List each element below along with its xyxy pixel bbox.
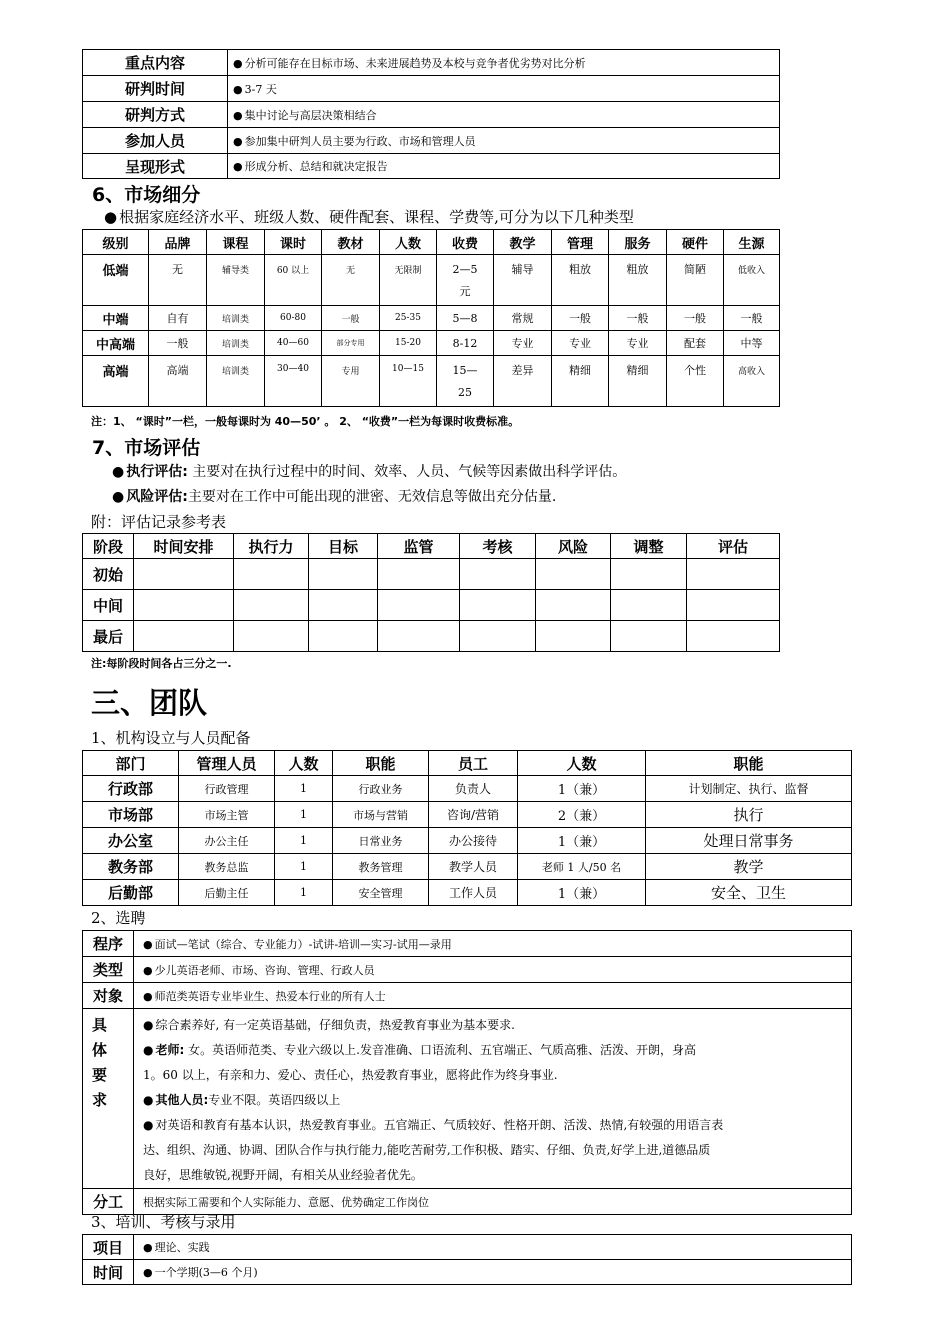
row-value: 参加集中研判人员主要为行政、市场和管理人员 bbox=[244, 134, 476, 148]
row-label: 重点内容 bbox=[83, 50, 228, 76]
requirement-line bbox=[143, 1088, 851, 1113]
row-value: 形成分析、总结和就决定报告 bbox=[244, 160, 388, 173]
bullet-icon bbox=[112, 464, 126, 480]
requirement-text: 专业不限。英语四级以上 bbox=[208, 1093, 341, 1107]
recruit-table bbox=[82, 930, 852, 1215]
empty-cell bbox=[234, 621, 309, 652]
level-cell: 中高端 bbox=[83, 331, 149, 356]
table-cell: 自有 bbox=[149, 306, 207, 331]
row-label: 研判时间 bbox=[83, 76, 228, 102]
table-cell: 1（兼） bbox=[518, 776, 646, 802]
row-label: 分工 bbox=[83, 1189, 134, 1215]
subsection-1-title: 1、机构设立与人员配备 bbox=[91, 729, 251, 747]
table-row bbox=[83, 983, 852, 1009]
requirement-line: 达、组织、沟通、协调、团队合作与执行能力,能吃苦耐劳,工作积极、踏实、仔细、负责,好学上进,道德品质 bbox=[143, 1143, 711, 1157]
training-value: 理论、实践 bbox=[154, 1241, 210, 1254]
header-cell: 职能 bbox=[333, 751, 429, 776]
risk-eval-text: 主要对在工作中可能出现的泄密、无效信息等做出充分估量. bbox=[187, 489, 557, 505]
research-table bbox=[82, 49, 780, 179]
table-row bbox=[83, 621, 780, 652]
table-cell: 无限制 bbox=[380, 255, 437, 306]
bullet-icon bbox=[143, 990, 155, 1003]
header-cell: 课时 bbox=[265, 230, 322, 255]
table-cell: 教学人员 bbox=[429, 854, 518, 880]
header-cell: 硬件 bbox=[667, 230, 724, 255]
table-cell: 60-80 bbox=[265, 306, 322, 331]
table-header-row bbox=[83, 751, 852, 776]
table-cell: 高端 bbox=[149, 356, 207, 407]
table-cell: 行政管理 bbox=[179, 776, 275, 802]
table-cell: 日常业务 bbox=[333, 828, 429, 854]
bullet-icon bbox=[233, 109, 245, 122]
bullet-icon bbox=[143, 1241, 155, 1254]
header-cell: 课程 bbox=[207, 230, 265, 255]
row-value: 集中讨论与高层决策相结合 bbox=[244, 108, 377, 122]
section-6-title: 6、市场细分 bbox=[92, 184, 201, 206]
table-cell: 常规 bbox=[494, 306, 552, 331]
execution-eval-label: 执行评估: bbox=[126, 464, 188, 480]
table-cell: 后勤主任 bbox=[179, 880, 275, 906]
table-cell: 处理日常事务 bbox=[646, 828, 852, 854]
header-cell: 收费 bbox=[437, 230, 494, 255]
level-cell: 中端 bbox=[83, 306, 149, 331]
attach-caption: 附：评估记录参考表 bbox=[91, 513, 227, 531]
department-cell: 市场部 bbox=[83, 802, 179, 828]
department-cell: 行政部 bbox=[83, 776, 179, 802]
empty-cell bbox=[687, 590, 780, 621]
header-cell: 品牌 bbox=[149, 230, 207, 255]
department-cell: 办公室 bbox=[83, 828, 179, 854]
stage-cell: 最后 bbox=[83, 621, 134, 652]
empty-cell bbox=[687, 621, 780, 652]
table-cell: 老师 1 人/50 名 bbox=[518, 854, 646, 880]
table-cell: 教务总监 bbox=[179, 854, 275, 880]
table-cell: 培训类 bbox=[207, 356, 265, 407]
table-cell: 1（兼） bbox=[518, 828, 646, 854]
requirement-label: 老师: bbox=[155, 1043, 185, 1057]
row-label: 时间 bbox=[83, 1260, 134, 1285]
risk-eval-item bbox=[112, 486, 556, 506]
row-label: 项目 bbox=[83, 1235, 134, 1260]
bullet-icon bbox=[233, 135, 245, 148]
header-cell: 教材 bbox=[322, 230, 380, 255]
empty-cell bbox=[378, 590, 460, 621]
table-cell: 培训类 bbox=[207, 331, 265, 356]
table-row bbox=[83, 854, 852, 880]
table-row bbox=[83, 128, 780, 154]
stage-cell: 中间 bbox=[83, 590, 134, 621]
table-cell: 差异 bbox=[494, 356, 552, 407]
table-cell: 办公主任 bbox=[179, 828, 275, 854]
table-cell: 5—8 bbox=[437, 306, 494, 331]
section-7-title: 7、市场评估 bbox=[92, 437, 201, 459]
assign-text: 根据实际工需要和个人实际能力、意愿、优势确定工作岗位 bbox=[134, 1189, 852, 1215]
header-cell: 考核 bbox=[460, 534, 536, 559]
empty-cell bbox=[460, 621, 536, 652]
requirements-label-char: 具 bbox=[92, 1016, 108, 1034]
empty-cell bbox=[536, 559, 611, 590]
empty-cell bbox=[611, 590, 687, 621]
requirements-label-char: 体 bbox=[92, 1041, 108, 1059]
table-cell: 计划制定、执行、监督 bbox=[646, 776, 852, 802]
requirement-line bbox=[143, 1038, 851, 1063]
bullet-icon bbox=[104, 208, 119, 226]
table-cell: 15-20 bbox=[380, 331, 437, 356]
requirement-text: 女。英语师范类、专业六级以上.发音准确、口语流利、五官端正、气质高雅、活泼、开朗，身高 bbox=[188, 1043, 696, 1057]
table-row bbox=[83, 776, 852, 802]
empty-cell bbox=[134, 590, 234, 621]
table-row bbox=[83, 154, 780, 179]
table-header-row bbox=[83, 534, 780, 559]
table-row bbox=[83, 590, 780, 621]
bullet-icon bbox=[233, 83, 245, 96]
requirement-line: 良好，思维敏锐,视野开阔，有相关从业经验者优先。 bbox=[143, 1168, 423, 1182]
empty-cell bbox=[611, 621, 687, 652]
table-cell: 1（兼） bbox=[518, 880, 646, 906]
bullet-icon bbox=[143, 1018, 155, 1032]
table-cell: 专业 bbox=[609, 331, 667, 356]
section-7-note: 注:每阶段时间各占三分之一. bbox=[91, 657, 232, 670]
header-cell: 调整 bbox=[611, 534, 687, 559]
table-row bbox=[83, 957, 852, 983]
header-cell: 管理 bbox=[552, 230, 609, 255]
table-row bbox=[83, 1235, 852, 1260]
table-cell: 简陋 bbox=[667, 255, 724, 306]
level-cell: 低端 bbox=[83, 255, 149, 306]
header-cell: 时间安排 bbox=[134, 534, 234, 559]
table-row bbox=[83, 931, 852, 957]
execution-eval-text: 主要对在执行过程中的时间、效率、人员、气候等因素做出科学评估。 bbox=[192, 464, 627, 480]
training-table bbox=[82, 1234, 852, 1285]
process-text: 面试—笔试（综合、专业能力）-试讲-培训—实习-试用—录用 bbox=[154, 937, 452, 951]
table-cell: 培训类 bbox=[207, 306, 265, 331]
subsection-2-title: 2、选聘 bbox=[91, 909, 146, 927]
row-label: 研判方式 bbox=[83, 102, 228, 128]
table-cell: 一般 bbox=[552, 306, 609, 331]
table-cell: 咨询/营销 bbox=[429, 802, 518, 828]
table-cell: 2（兼） bbox=[518, 802, 646, 828]
table-cell: 中等 bbox=[724, 331, 780, 356]
bullet-icon bbox=[233, 57, 245, 70]
requirements-text bbox=[134, 1009, 852, 1189]
empty-cell bbox=[309, 559, 378, 590]
bullet-icon bbox=[143, 938, 155, 951]
empty-cell bbox=[611, 559, 687, 590]
empty-cell bbox=[378, 621, 460, 652]
table-cell: 辅导 bbox=[494, 255, 552, 306]
header-cell: 员工 bbox=[429, 751, 518, 776]
table-row bbox=[83, 306, 780, 331]
intro-text: 根据家庭经济水平、班级人数、硬件配套、课程、学费等,可分为以下几种类型 bbox=[119, 208, 634, 226]
table-cell: 教学 bbox=[646, 854, 852, 880]
table-row bbox=[83, 559, 780, 590]
row-label: 对象 bbox=[83, 983, 134, 1009]
table-row bbox=[83, 356, 780, 407]
evaluation-table bbox=[82, 533, 780, 652]
bullet-icon bbox=[143, 1266, 155, 1279]
empty-cell bbox=[460, 559, 536, 590]
table-cell: 1 bbox=[275, 854, 333, 880]
table-row bbox=[83, 331, 780, 356]
section-3-title: 三、团队 bbox=[91, 686, 208, 720]
row-label: 程序 bbox=[83, 931, 134, 957]
subsection-3-title: 3、培训、考核与录用 bbox=[91, 1213, 236, 1231]
stage-cell: 初始 bbox=[83, 559, 134, 590]
table-cell: 一般 bbox=[667, 306, 724, 331]
requirement-line bbox=[143, 1013, 851, 1038]
header-cell: 人数 bbox=[518, 751, 646, 776]
type-text: 少儿英语老师、市场、咨询、管理、行政人员 bbox=[154, 963, 375, 977]
empty-cell bbox=[309, 590, 378, 621]
table-cell: 一般 bbox=[322, 306, 380, 331]
table-row bbox=[83, 802, 852, 828]
table-row bbox=[83, 828, 852, 854]
segment-table bbox=[82, 229, 780, 407]
header-cell: 职能 bbox=[646, 751, 852, 776]
table-cell: 40—60 bbox=[265, 331, 322, 356]
bullet-icon bbox=[143, 964, 155, 977]
table-cell: 一般 bbox=[724, 306, 780, 331]
requirement-text: 对英语和教育有基本认识，热爱教育事业。五官端正、气质较好、性格开朗、活泼、热情,有较强的用语言表 bbox=[155, 1118, 724, 1132]
row-label: 呈现形式 bbox=[83, 154, 228, 179]
empty-cell bbox=[134, 621, 234, 652]
row-value: 3-7 天 bbox=[244, 82, 277, 96]
table-row bbox=[83, 76, 780, 102]
requirements-label-char: 求 bbox=[92, 1091, 108, 1109]
header-cell: 目标 bbox=[309, 534, 378, 559]
table-cell: 市场主管 bbox=[179, 802, 275, 828]
table-cell: 一般 bbox=[149, 331, 207, 356]
requirements-label-char: 要 bbox=[92, 1066, 108, 1084]
empty-cell bbox=[234, 559, 309, 590]
requirement-line: 1。60 以上，有亲和力、爱心、责任心，热爱教育事业，愿将此作为终身事业. bbox=[143, 1068, 558, 1082]
table-row bbox=[83, 255, 780, 306]
target-text: 师范类英语专业毕业生、热爱本行业的所有人士 bbox=[154, 989, 386, 1003]
level-cell: 高端 bbox=[83, 356, 149, 407]
section-6-intro bbox=[104, 206, 634, 227]
empty-cell bbox=[536, 590, 611, 621]
bullet-icon bbox=[143, 1093, 155, 1107]
header-cell: 风险 bbox=[536, 534, 611, 559]
execution-eval-item bbox=[112, 461, 626, 481]
empty-cell bbox=[234, 590, 309, 621]
table-cell: 高收入 bbox=[724, 356, 780, 407]
table-cell: 30—40 bbox=[265, 356, 322, 407]
table-cell: 低收入 bbox=[724, 255, 780, 306]
empty-cell bbox=[378, 559, 460, 590]
empty-cell bbox=[687, 559, 780, 590]
department-cell: 后勤部 bbox=[83, 880, 179, 906]
table-cell: 执行 bbox=[646, 802, 852, 828]
table-cell: 粗放 bbox=[552, 255, 609, 306]
table-cell: 1 bbox=[275, 802, 333, 828]
bullet-icon bbox=[143, 1043, 155, 1057]
empty-cell bbox=[460, 590, 536, 621]
table-cell: 精细 bbox=[552, 356, 609, 407]
table-cell: 部分专用 bbox=[322, 331, 380, 356]
header-cell: 部门 bbox=[83, 751, 179, 776]
table-cell: 1 bbox=[275, 880, 333, 906]
empty-cell bbox=[536, 621, 611, 652]
table-row bbox=[83, 50, 780, 76]
table-cell: 粗放 bbox=[609, 255, 667, 306]
table-cell: 工作人员 bbox=[429, 880, 518, 906]
header-cell: 管理人员 bbox=[179, 751, 275, 776]
table-cell: 教务管理 bbox=[333, 854, 429, 880]
header-cell: 服务 bbox=[609, 230, 667, 255]
table-cell: 2—5 元 bbox=[437, 255, 494, 306]
table-cell: 60 以上 bbox=[265, 255, 322, 306]
table-cell: 负责人 bbox=[429, 776, 518, 802]
header-cell: 人数 bbox=[275, 751, 333, 776]
row-label: 类型 bbox=[83, 957, 134, 983]
row-label: 参加人员 bbox=[83, 128, 228, 154]
header-cell: 阶段 bbox=[83, 534, 134, 559]
table-cell: 安全、卫生 bbox=[646, 880, 852, 906]
requirement-text: 综合素养好, 有一定英语基础，仔细负责，热爱教育事业为基本要求. bbox=[155, 1018, 515, 1032]
header-cell: 监管 bbox=[378, 534, 460, 559]
table-cell: 办公接待 bbox=[429, 828, 518, 854]
table-cell: 专业 bbox=[552, 331, 609, 356]
table-cell: 精细 bbox=[609, 356, 667, 407]
bullet-icon bbox=[112, 489, 126, 505]
table-cell: 1 bbox=[275, 776, 333, 802]
training-value: 一个学期(3—6 个月) bbox=[154, 1266, 258, 1279]
header-cell: 评估 bbox=[687, 534, 780, 559]
row-value: 分析可能存在目标市场、未来进展趋势及本校与竞争者优劣势对比分析 bbox=[244, 56, 586, 70]
org-table bbox=[82, 750, 852, 906]
department-cell: 教务部 bbox=[83, 854, 179, 880]
table-cell: 15—25 bbox=[437, 356, 494, 407]
table-cell: 1 bbox=[275, 828, 333, 854]
table-cell: 安全管理 bbox=[333, 880, 429, 906]
table-cell: 专业 bbox=[494, 331, 552, 356]
table-cell: 配套 bbox=[667, 331, 724, 356]
table-cell: 无 bbox=[149, 255, 207, 306]
bullet-icon bbox=[143, 1118, 155, 1132]
header-cell: 人数 bbox=[380, 230, 437, 255]
bullet-icon bbox=[233, 160, 245, 173]
table-cell: 10—15 bbox=[380, 356, 437, 407]
table-cell: 无 bbox=[322, 255, 380, 306]
requirement-label: 其他人员: bbox=[155, 1093, 209, 1107]
table-cell: 辅导类 bbox=[207, 255, 265, 306]
header-cell: 执行力 bbox=[234, 534, 309, 559]
table-row bbox=[83, 880, 852, 906]
table-cell: 一般 bbox=[609, 306, 667, 331]
table-cell: 市场与营销 bbox=[333, 802, 429, 828]
empty-cell bbox=[134, 559, 234, 590]
table-cell: 专用 bbox=[322, 356, 380, 407]
header-cell: 级别 bbox=[83, 230, 149, 255]
table-cell: 个性 bbox=[667, 356, 724, 407]
table-row bbox=[83, 1009, 852, 1189]
table-cell: 25-35 bbox=[380, 306, 437, 331]
risk-eval-label: 风险评估: bbox=[126, 489, 188, 505]
requirements-label bbox=[83, 1009, 134, 1189]
section-6-note: 注：1、 “课时”一栏，一般每课时为 40—50’ 。 2、 “收费”一栏为每课时收费标准。 bbox=[91, 415, 520, 428]
table-row bbox=[83, 102, 780, 128]
table-header-row bbox=[83, 230, 780, 255]
table-row bbox=[83, 1260, 852, 1285]
header-cell: 教学 bbox=[494, 230, 552, 255]
empty-cell bbox=[309, 621, 378, 652]
header-cell: 生源 bbox=[724, 230, 780, 255]
requirement-line bbox=[143, 1113, 851, 1138]
table-cell: 行政业务 bbox=[333, 776, 429, 802]
table-cell: 8-12 bbox=[437, 331, 494, 356]
